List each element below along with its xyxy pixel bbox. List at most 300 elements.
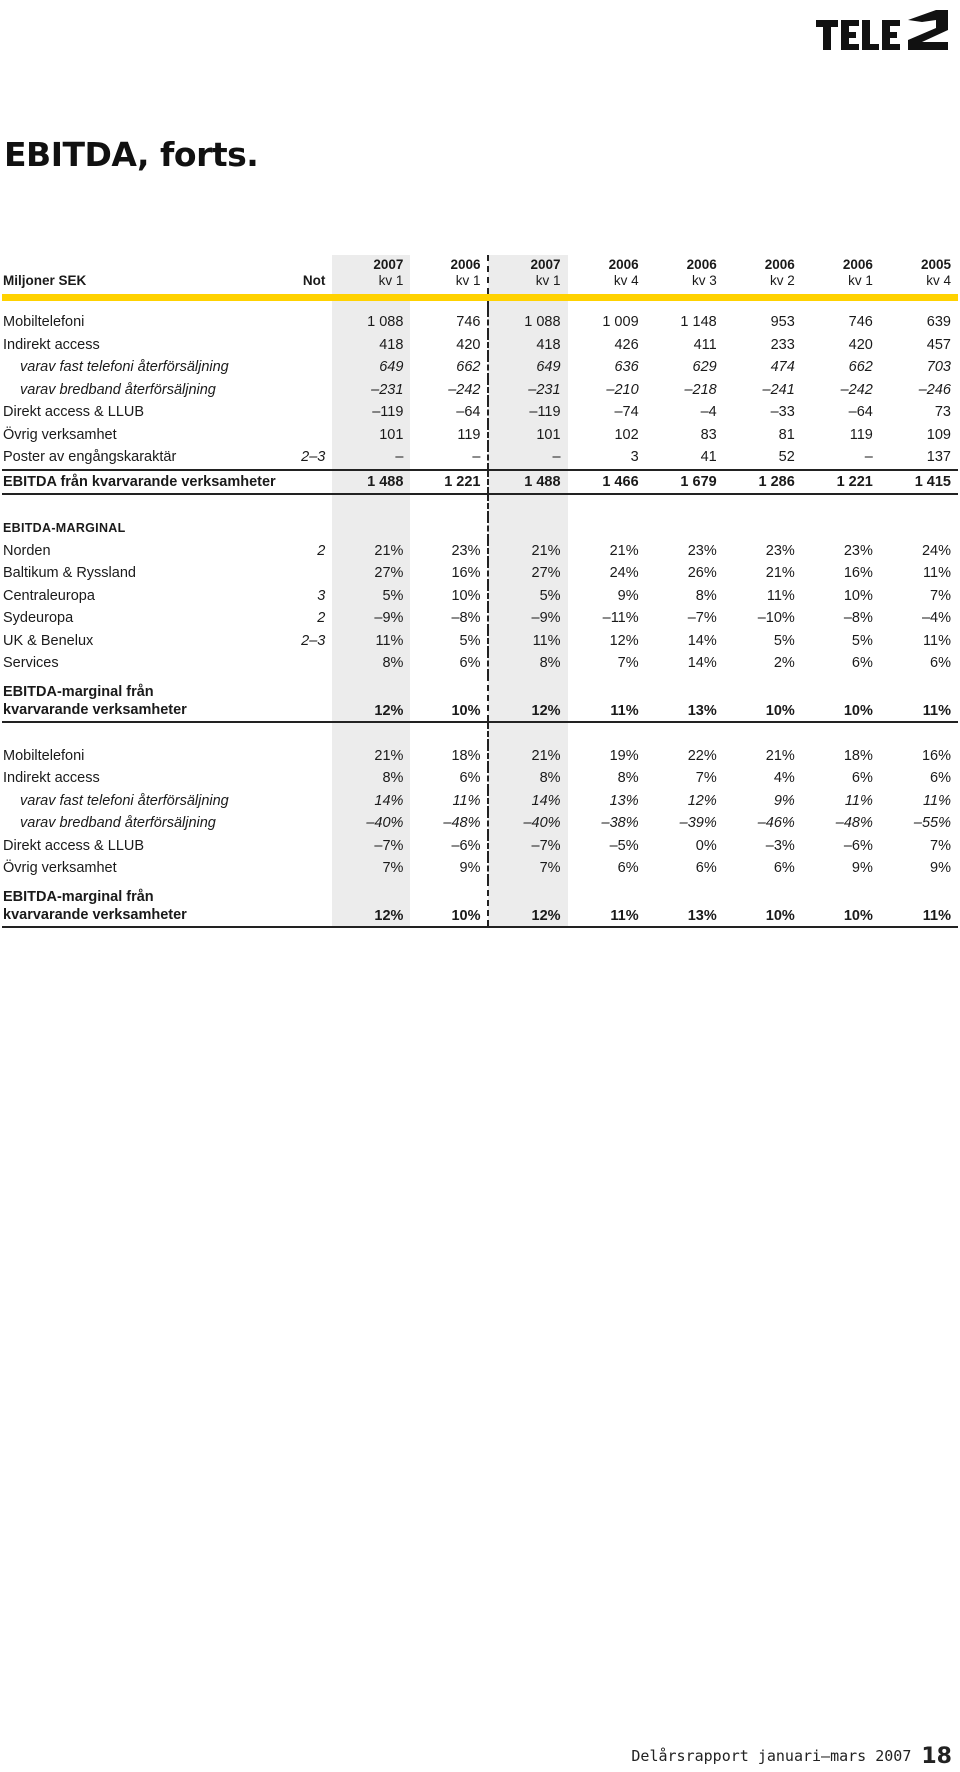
table-cell: 14% — [332, 790, 410, 813]
table-cell: 14% — [687, 632, 717, 649]
row-label: Baltikum & Ryssland — [3, 565, 136, 582]
row-label: Sydeuropa — [3, 610, 74, 627]
table-cell: –7% — [687, 610, 717, 627]
table-cell: 16% — [843, 565, 873, 582]
table-cell: 41 — [700, 449, 717, 466]
table-cell: 10% — [802, 880, 880, 927]
table-cell: 83 — [700, 426, 717, 443]
spacer-cell — [332, 722, 410, 745]
total-label: EBITDA-marginal från kvarvarande verksamheter — [2, 675, 240, 722]
table-cell: –64 — [848, 404, 873, 421]
table-cell: –218 — [684, 381, 717, 398]
page-footer — [631, 1744, 952, 1769]
table-cell: 457 — [926, 336, 951, 353]
table-row — [2, 585, 958, 608]
table-cell: 26% — [687, 565, 717, 582]
table-cell: –48% — [443, 815, 481, 832]
table-cell: 1 488 — [332, 470, 410, 495]
spacer-cell — [568, 494, 646, 517]
spacer-cell — [410, 517, 488, 540]
table-cell: 1 221 — [802, 470, 880, 495]
table-cell: 1 679 — [646, 470, 724, 495]
table-cell: 22% — [687, 747, 717, 764]
table-cell: 18% — [451, 747, 481, 764]
table-cell: 23% — [451, 542, 481, 559]
table-row — [2, 311, 958, 334]
table-cell: 119 — [457, 426, 481, 443]
table-cell: 19% — [609, 747, 639, 764]
note-ref: 2 — [317, 610, 326, 627]
spacer-cell — [2, 722, 240, 745]
table-row — [2, 562, 958, 585]
table-cell: 1 148 — [680, 314, 717, 331]
table-cell: –74 — [614, 404, 639, 421]
spacer-cell — [2, 494, 240, 517]
table-cell: –9% — [488, 607, 567, 630]
note-ref — [240, 767, 332, 790]
table-cell: 6% — [773, 860, 795, 877]
table-cell: 24% — [609, 565, 639, 582]
table-cell: –231 — [488, 379, 567, 402]
table-cell: –55% — [913, 815, 951, 832]
table-cell: 746 — [456, 314, 481, 331]
table-cell: –7% — [488, 835, 567, 858]
row-label: Indirekt access — [3, 770, 100, 787]
table-cell: –48% — [835, 815, 873, 832]
table-cell: 1 009 — [602, 314, 639, 331]
report-title: Delårsrapport januari–mars 2007 — [631, 1747, 912, 1765]
table-cell: 11% — [332, 630, 410, 653]
spacer-cell — [488, 494, 567, 517]
spacer-cell — [568, 301, 646, 311]
spacer-cell — [646, 301, 724, 311]
table-cell: 418 — [488, 334, 567, 357]
section-title: EBITDA-MARGINAL — [3, 521, 126, 536]
table-cell: –38% — [601, 815, 639, 832]
table-cell: 137 — [926, 449, 951, 466]
table-cell: 101 — [488, 424, 567, 447]
table-row — [2, 379, 958, 402]
table-cell: 21% — [488, 745, 567, 768]
table-cell: 3 — [630, 449, 639, 466]
table-cell: 21% — [765, 747, 795, 764]
spacer-cell — [724, 494, 802, 517]
spacer-cell — [646, 517, 724, 540]
table-cell: –231 — [332, 379, 410, 402]
table-cell: 1 466 — [568, 470, 646, 495]
spacer-cell — [646, 722, 724, 745]
table-cell: –210 — [606, 381, 639, 398]
table-row — [2, 334, 958, 357]
table-row — [2, 745, 958, 768]
row-label: Poster av engångskaraktär — [3, 449, 177, 466]
table-row — [2, 424, 958, 447]
spacer-cell — [332, 301, 410, 311]
table-cell: 23% — [843, 542, 873, 559]
table-cell: –4% — [921, 610, 951, 627]
table-cell: –33 — [770, 404, 795, 421]
col-header: 2006 kv 1 — [450, 257, 481, 288]
page-number: 18 — [921, 1744, 952, 1769]
row-label: Centraleuropa — [3, 587, 95, 604]
spacer-cell — [2, 301, 240, 311]
table-cell: 102 — [614, 426, 639, 443]
spacer-cell — [240, 722, 332, 745]
unit-label: Miljoner SEK — [3, 273, 87, 288]
row-label: varav fast telefoni återförsäljning — [20, 359, 229, 376]
note-ref — [240, 675, 332, 722]
table-cell: –5% — [609, 837, 639, 854]
row-label: varav fast telefoni återförsäljning — [20, 792, 229, 809]
table-cell: 52 — [778, 449, 795, 466]
table-row — [2, 607, 958, 630]
row-label: Övrig verksamhet — [3, 426, 117, 443]
note-ref — [240, 334, 332, 357]
note-ref: 2–3 — [301, 632, 326, 649]
table-cell: 12% — [488, 675, 567, 722]
table-cell: –6% — [843, 837, 873, 854]
table-cell: 14% — [488, 790, 567, 813]
table-cell: –241 — [762, 381, 795, 398]
header-row — [2, 255, 958, 294]
table-cell: 119 — [849, 426, 873, 443]
spacer-cell — [410, 494, 488, 517]
table-cell: –39% — [679, 815, 717, 832]
table-cell: 11% — [452, 792, 481, 809]
row-label: Mobiltelefoni — [3, 314, 85, 331]
table-cell: 12% — [332, 675, 410, 722]
table-cell: 8% — [488, 652, 567, 675]
table-cell: 7% — [617, 655, 639, 672]
table-cell: 418 — [332, 334, 410, 357]
table-cell: 11% — [568, 675, 646, 722]
spacer-row — [2, 301, 958, 311]
table-cell: 23% — [765, 542, 795, 559]
spacer-cell — [240, 517, 332, 540]
table-cell: –246 — [918, 381, 951, 398]
table-cell: 23% — [687, 542, 717, 559]
table-row — [2, 812, 958, 835]
table-cell: 5% — [332, 585, 410, 608]
table-cell: 1 488 — [488, 470, 567, 495]
table-cell: 81 — [778, 426, 795, 443]
table-cell: 4% — [773, 770, 795, 787]
table-cell: –8% — [843, 610, 873, 627]
table-cell: –10% — [757, 610, 795, 627]
table-cell: 11% — [568, 880, 646, 927]
table-cell: –4 — [700, 404, 717, 421]
table-cell: 16% — [451, 565, 481, 582]
spacer-cell — [568, 722, 646, 745]
table-cell: 9% — [617, 587, 639, 604]
table-cell: 11% — [880, 880, 958, 927]
table-cell: 13% — [609, 792, 639, 809]
table-cell: 7% — [930, 587, 951, 604]
table-cell: 109 — [926, 426, 951, 443]
table-row — [2, 540, 958, 563]
table-cell: –11% — [602, 610, 639, 627]
table-cell: 13% — [646, 675, 724, 722]
table-cell: 11% — [923, 792, 951, 809]
spacer-row — [2, 494, 958, 517]
note-ref — [240, 311, 332, 334]
spacer-cell — [724, 722, 802, 745]
table-cell: 0% — [695, 837, 717, 854]
note-ref: 2–3 — [301, 449, 326, 466]
table-cell: 11% — [923, 632, 951, 649]
spacer-cell — [880, 494, 958, 517]
row-label: Indirekt access — [3, 336, 100, 353]
table-cell: 420 — [456, 336, 481, 353]
table-cell: –119 — [332, 401, 410, 424]
table-cell: 11% — [923, 565, 951, 582]
table-cell: 7% — [695, 770, 717, 787]
table-row — [2, 630, 958, 653]
table-cell: –119 — [488, 401, 567, 424]
ebitda-table-container — [2, 255, 958, 928]
note-ref — [240, 857, 332, 880]
table-cell: 426 — [614, 336, 639, 353]
table-cell: 629 — [692, 359, 717, 376]
table-row — [2, 767, 958, 790]
table-cell: 411 — [693, 336, 717, 353]
note-ref — [240, 790, 332, 813]
total-row — [2, 675, 958, 722]
note-ref — [240, 401, 332, 424]
col-header: 2006 kv 1 — [842, 257, 873, 288]
spacer-cell — [802, 494, 880, 517]
table-cell: 9% — [773, 792, 795, 809]
not-header: Not — [302, 273, 326, 288]
table-cell: –46% — [757, 815, 795, 832]
table-cell: –8% — [451, 610, 481, 627]
table-cell: 1 088 — [488, 311, 567, 334]
spacer-cell — [488, 722, 567, 745]
table-row — [2, 356, 958, 379]
table-cell: –40% — [488, 812, 567, 835]
spacer-cell — [724, 301, 802, 311]
table-cell: 11% — [488, 630, 567, 653]
spacer-row — [2, 722, 958, 745]
table-cell: –9% — [332, 607, 410, 630]
table-cell: 474 — [770, 359, 795, 376]
table-cell: 11% — [766, 587, 795, 604]
table-cell: 746 — [848, 314, 873, 331]
spacer-cell — [880, 301, 958, 311]
tele2-logo — [812, 6, 952, 56]
table-cell: –64 — [456, 404, 481, 421]
spacer-cell — [240, 494, 332, 517]
spacer-cell — [332, 517, 410, 540]
table-cell: 639 — [926, 314, 951, 331]
table-cell: 10% — [802, 675, 880, 722]
table-cell: 12% — [609, 632, 639, 649]
table-cell: 6% — [851, 655, 873, 672]
table-row — [2, 857, 958, 880]
table-cell: 27% — [488, 562, 567, 585]
section-heading-row — [2, 517, 958, 540]
spacer-cell — [646, 494, 724, 517]
table-cell: 662 — [456, 359, 481, 376]
ebitda-table — [2, 255, 958, 928]
table-cell: 10% — [724, 880, 802, 927]
table-cell: 14% — [687, 655, 717, 672]
table-cell: 8% — [332, 767, 410, 790]
row-label: Direkt access & LLUB — [3, 837, 145, 854]
spacer-cell — [488, 301, 567, 311]
table-cell: –242 — [840, 381, 873, 398]
col-header: 2006 kv 3 — [686, 257, 717, 288]
note-ref — [240, 356, 332, 379]
note-ref — [240, 812, 332, 835]
table-cell: – — [332, 446, 410, 470]
table-cell: 953 — [770, 314, 795, 331]
table-row — [2, 835, 958, 858]
page-title: EBITDA, forts. — [4, 135, 259, 174]
table-cell: 5% — [459, 632, 481, 649]
total-label: EBITDA från kvarvarande verksamheter — [2, 470, 240, 495]
note-ref — [240, 424, 332, 447]
col-header: 2006 kv 4 — [608, 257, 639, 288]
table-cell: 1 088 — [332, 311, 410, 334]
row-label: Övrig verksamhet — [3, 860, 117, 877]
table-cell: 12% — [687, 792, 717, 809]
table-cell: 10% — [451, 587, 481, 604]
table-cell: 11% — [844, 792, 873, 809]
note-ref: 3 — [317, 587, 326, 604]
col-header: 2007 kv 1 — [488, 255, 567, 294]
spacer-cell — [410, 301, 488, 311]
table-cell: 649 — [488, 356, 567, 379]
spacer-cell — [802, 301, 880, 311]
table-body — [2, 301, 958, 927]
table-cell: 9% — [459, 860, 481, 877]
spacer-cell — [724, 517, 802, 540]
spacer-cell — [880, 517, 958, 540]
spacer-cell — [568, 517, 646, 540]
note-ref — [240, 379, 332, 402]
table-cell: 16% — [921, 747, 951, 764]
table-cell: 233 — [770, 336, 795, 353]
row-label: Services — [3, 655, 59, 672]
table-cell: –6% — [451, 837, 481, 854]
table-cell: 27% — [332, 562, 410, 585]
table-cell: 5% — [488, 585, 567, 608]
spacer-cell — [410, 722, 488, 745]
table-cell: 73 — [934, 404, 951, 421]
table-cell: 10% — [843, 587, 873, 604]
table-cell: 10% — [410, 675, 488, 722]
table-row — [2, 652, 958, 675]
table-cell: – — [472, 449, 481, 466]
col-header: 2007 kv 1 — [332, 255, 410, 294]
spacer-cell — [802, 517, 880, 540]
table-cell: 9% — [851, 860, 873, 877]
table-cell: 7% — [488, 857, 567, 880]
total-row — [2, 470, 958, 495]
row-label: Direkt access & LLUB — [3, 404, 145, 421]
spacer-cell — [802, 722, 880, 745]
table-cell: 1 221 — [410, 470, 488, 495]
note-ref — [240, 745, 332, 768]
table-cell: –3% — [765, 837, 795, 854]
table-cell: 10% — [724, 675, 802, 722]
table-cell: 9% — [930, 860, 951, 877]
table-cell: –242 — [448, 381, 481, 398]
table-cell: 6% — [459, 655, 481, 672]
col-header: 2005 kv 4 — [920, 257, 951, 288]
table-cell: 7% — [332, 857, 410, 880]
table-cell: 1 286 — [724, 470, 802, 495]
table-cell: 6% — [930, 655, 951, 672]
table-cell: 2% — [773, 655, 795, 672]
spacer-cell — [488, 517, 567, 540]
note-ref — [240, 880, 332, 927]
col-header: 2006 kv 2 — [764, 257, 795, 288]
table-cell: –7% — [332, 835, 410, 858]
table-cell: 18% — [843, 747, 873, 764]
table-cell: 420 — [848, 336, 873, 353]
table-cell: 24% — [921, 542, 951, 559]
table-row — [2, 401, 958, 424]
note-ref — [240, 835, 332, 858]
row-label: varav bredband återförsäljning — [20, 381, 216, 398]
table-cell: 8% — [695, 587, 717, 604]
table-cell: 6% — [459, 770, 481, 787]
table-cell: – — [864, 449, 873, 466]
table-cell: 21% — [332, 745, 410, 768]
table-cell: –40% — [332, 812, 410, 835]
table-cell: 6% — [930, 770, 951, 787]
table-cell: 6% — [617, 860, 639, 877]
row-label: varav bredband återförsäljning — [20, 815, 216, 832]
table-cell: 12% — [332, 880, 410, 927]
table-cell: 649 — [332, 356, 410, 379]
table-cell: 21% — [609, 542, 639, 559]
spacer-cell — [332, 494, 410, 517]
table-cell: – — [488, 446, 567, 470]
table-cell: 101 — [332, 424, 410, 447]
total-row — [2, 880, 958, 927]
table-cell: 8% — [488, 767, 567, 790]
table-cell: 21% — [765, 565, 795, 582]
table-cell: 21% — [488, 540, 567, 563]
table-cell: 11% — [880, 675, 958, 722]
row-label: UK & Benelux — [3, 632, 94, 649]
table-cell: 6% — [851, 770, 873, 787]
table-cell: 8% — [617, 770, 639, 787]
table-cell: 6% — [695, 860, 717, 877]
table-cell: 8% — [332, 652, 410, 675]
table-cell: 1 415 — [880, 470, 958, 495]
table-row — [2, 446, 958, 470]
table-cell: 7% — [930, 837, 951, 854]
total-label: EBITDA-marginal från kvarvarande verksamheter — [2, 880, 240, 927]
spacer-cell — [880, 722, 958, 745]
note-ref: 2 — [317, 542, 326, 559]
row-label: Norden — [3, 542, 51, 559]
note-ref — [240, 562, 332, 585]
table-cell: 662 — [848, 359, 873, 376]
table-cell: 21% — [332, 540, 410, 563]
table-cell: 5% — [851, 632, 873, 649]
table-cell: 703 — [926, 359, 951, 376]
table-cell: 10% — [410, 880, 488, 927]
spacer-cell — [240, 301, 332, 311]
table-cell: 636 — [614, 359, 639, 376]
note-ref — [240, 652, 332, 675]
header-accent-rule — [2, 294, 958, 301]
